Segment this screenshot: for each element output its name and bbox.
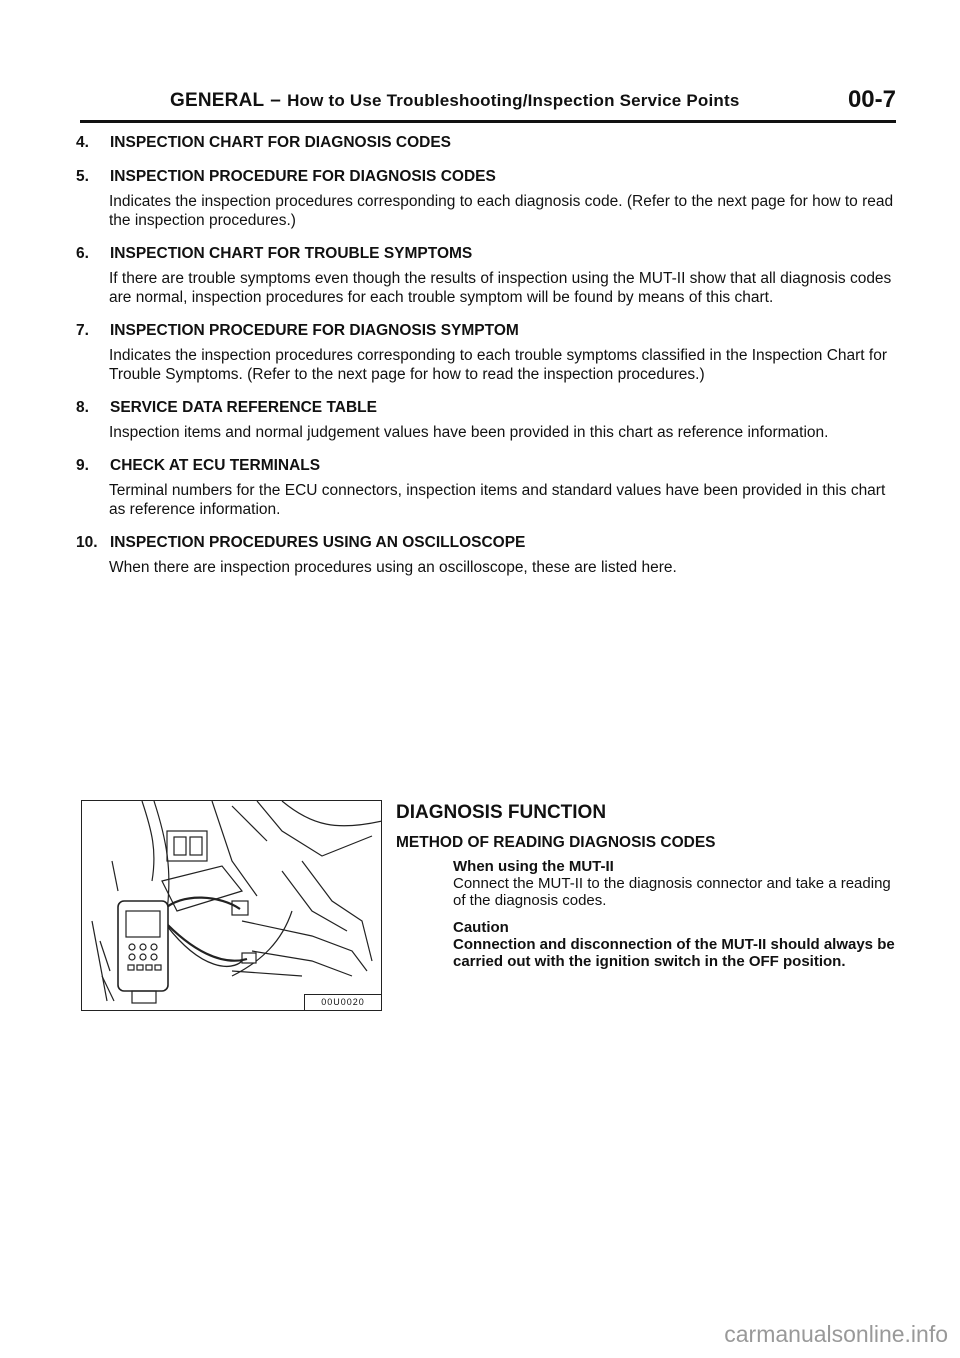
when-text: Connect the MUT-II to the diagnosis connector and take a reading of the diagnosis codes. xyxy=(453,875,891,909)
caution-text: Connection and disconnection of the MUT-II should always be carried out with the ignition switch in the OFF position. xyxy=(453,936,895,970)
item-title: SERVICE DATA REFERENCE TABLE xyxy=(110,399,377,416)
item-title: INSPECTION CHART FOR DIAGNOSIS CODES xyxy=(110,134,452,151)
item-title: INSPECTION PROCEDURE FOR DIAGNOSIS CODES xyxy=(110,168,496,185)
item-description: If there are trouble symptoms even though the results of inspection using the MUT-II show that all diagnosis codes are normal, inspection procedures for each trouble symptom will be found by means of this chart. xyxy=(109,270,892,306)
item-description: Terminal numbers for the ECU connectors, inspection items and standard values have been provided in this chart as reference information. xyxy=(109,482,886,518)
item-description: When there are inspection procedures using an oscilloscope, these are listed here. xyxy=(109,559,677,576)
item-number: 10. xyxy=(76,534,98,551)
item-title: INSPECTION PROCEDURES USING AN OSCILLOSCOPE xyxy=(110,534,526,551)
item-title: INSPECTION CHART FOR TROUBLE SYMPTOMS xyxy=(110,245,473,262)
item-number: 6. xyxy=(76,245,89,262)
items-list xyxy=(76,133,896,591)
header-section: GENERAL xyxy=(170,90,265,111)
item-number: 9. xyxy=(76,457,89,474)
list-item xyxy=(76,133,896,153)
item-title: CHECK AT ECU TERMINALS xyxy=(110,457,321,474)
page-number: 00-7 xyxy=(847,86,896,113)
header-title xyxy=(170,90,740,112)
diagnosis-body xyxy=(453,858,896,970)
item-description: Indicates the inspection procedures corresponding to each diagnosis code. (Refer to the next page for how to read the inspection procedures.) xyxy=(109,193,894,229)
watermark: carmanualsonline.info xyxy=(724,1321,948,1347)
diagnosis-section xyxy=(396,802,896,970)
list-item xyxy=(76,321,896,384)
item-number: 8. xyxy=(76,399,89,416)
item-number: 4. xyxy=(76,134,89,151)
item-number: 5. xyxy=(76,168,89,185)
mut-ii-connection-illustration xyxy=(81,800,382,1011)
illustration-drawing xyxy=(82,801,382,1011)
list-item xyxy=(76,244,896,307)
diagnosis-title: DIAGNOSIS FUNCTION xyxy=(396,802,607,823)
item-description: Indicates the inspection procedures corresponding to each trouble symptoms classified in the Inspection Chart for Trouble Symptoms. (Refer to the next page for how to read the inspection procedures.) xyxy=(109,347,888,383)
header-dash: – xyxy=(270,90,282,111)
list-item xyxy=(76,167,896,230)
caution-title: Caution xyxy=(453,919,509,936)
list-item xyxy=(76,398,896,442)
list-item xyxy=(76,533,896,577)
header-subtitle: How to Use Troubleshooting/Inspection Service Points xyxy=(287,91,740,110)
item-title: INSPECTION PROCEDURE FOR DIAGNOSIS SYMPTOM xyxy=(110,322,519,339)
list-item xyxy=(76,456,896,519)
page-header xyxy=(80,84,896,123)
when-title: When using the MUT-II xyxy=(453,858,614,875)
figure-code: 00U0020 xyxy=(304,994,381,1010)
item-description: Inspection items and normal judgement values have been provided in this chart as reference information. xyxy=(109,424,829,441)
item-number: 7. xyxy=(76,322,89,339)
diagnosis-method: METHOD OF READING DIAGNOSIS CODES xyxy=(396,834,716,851)
